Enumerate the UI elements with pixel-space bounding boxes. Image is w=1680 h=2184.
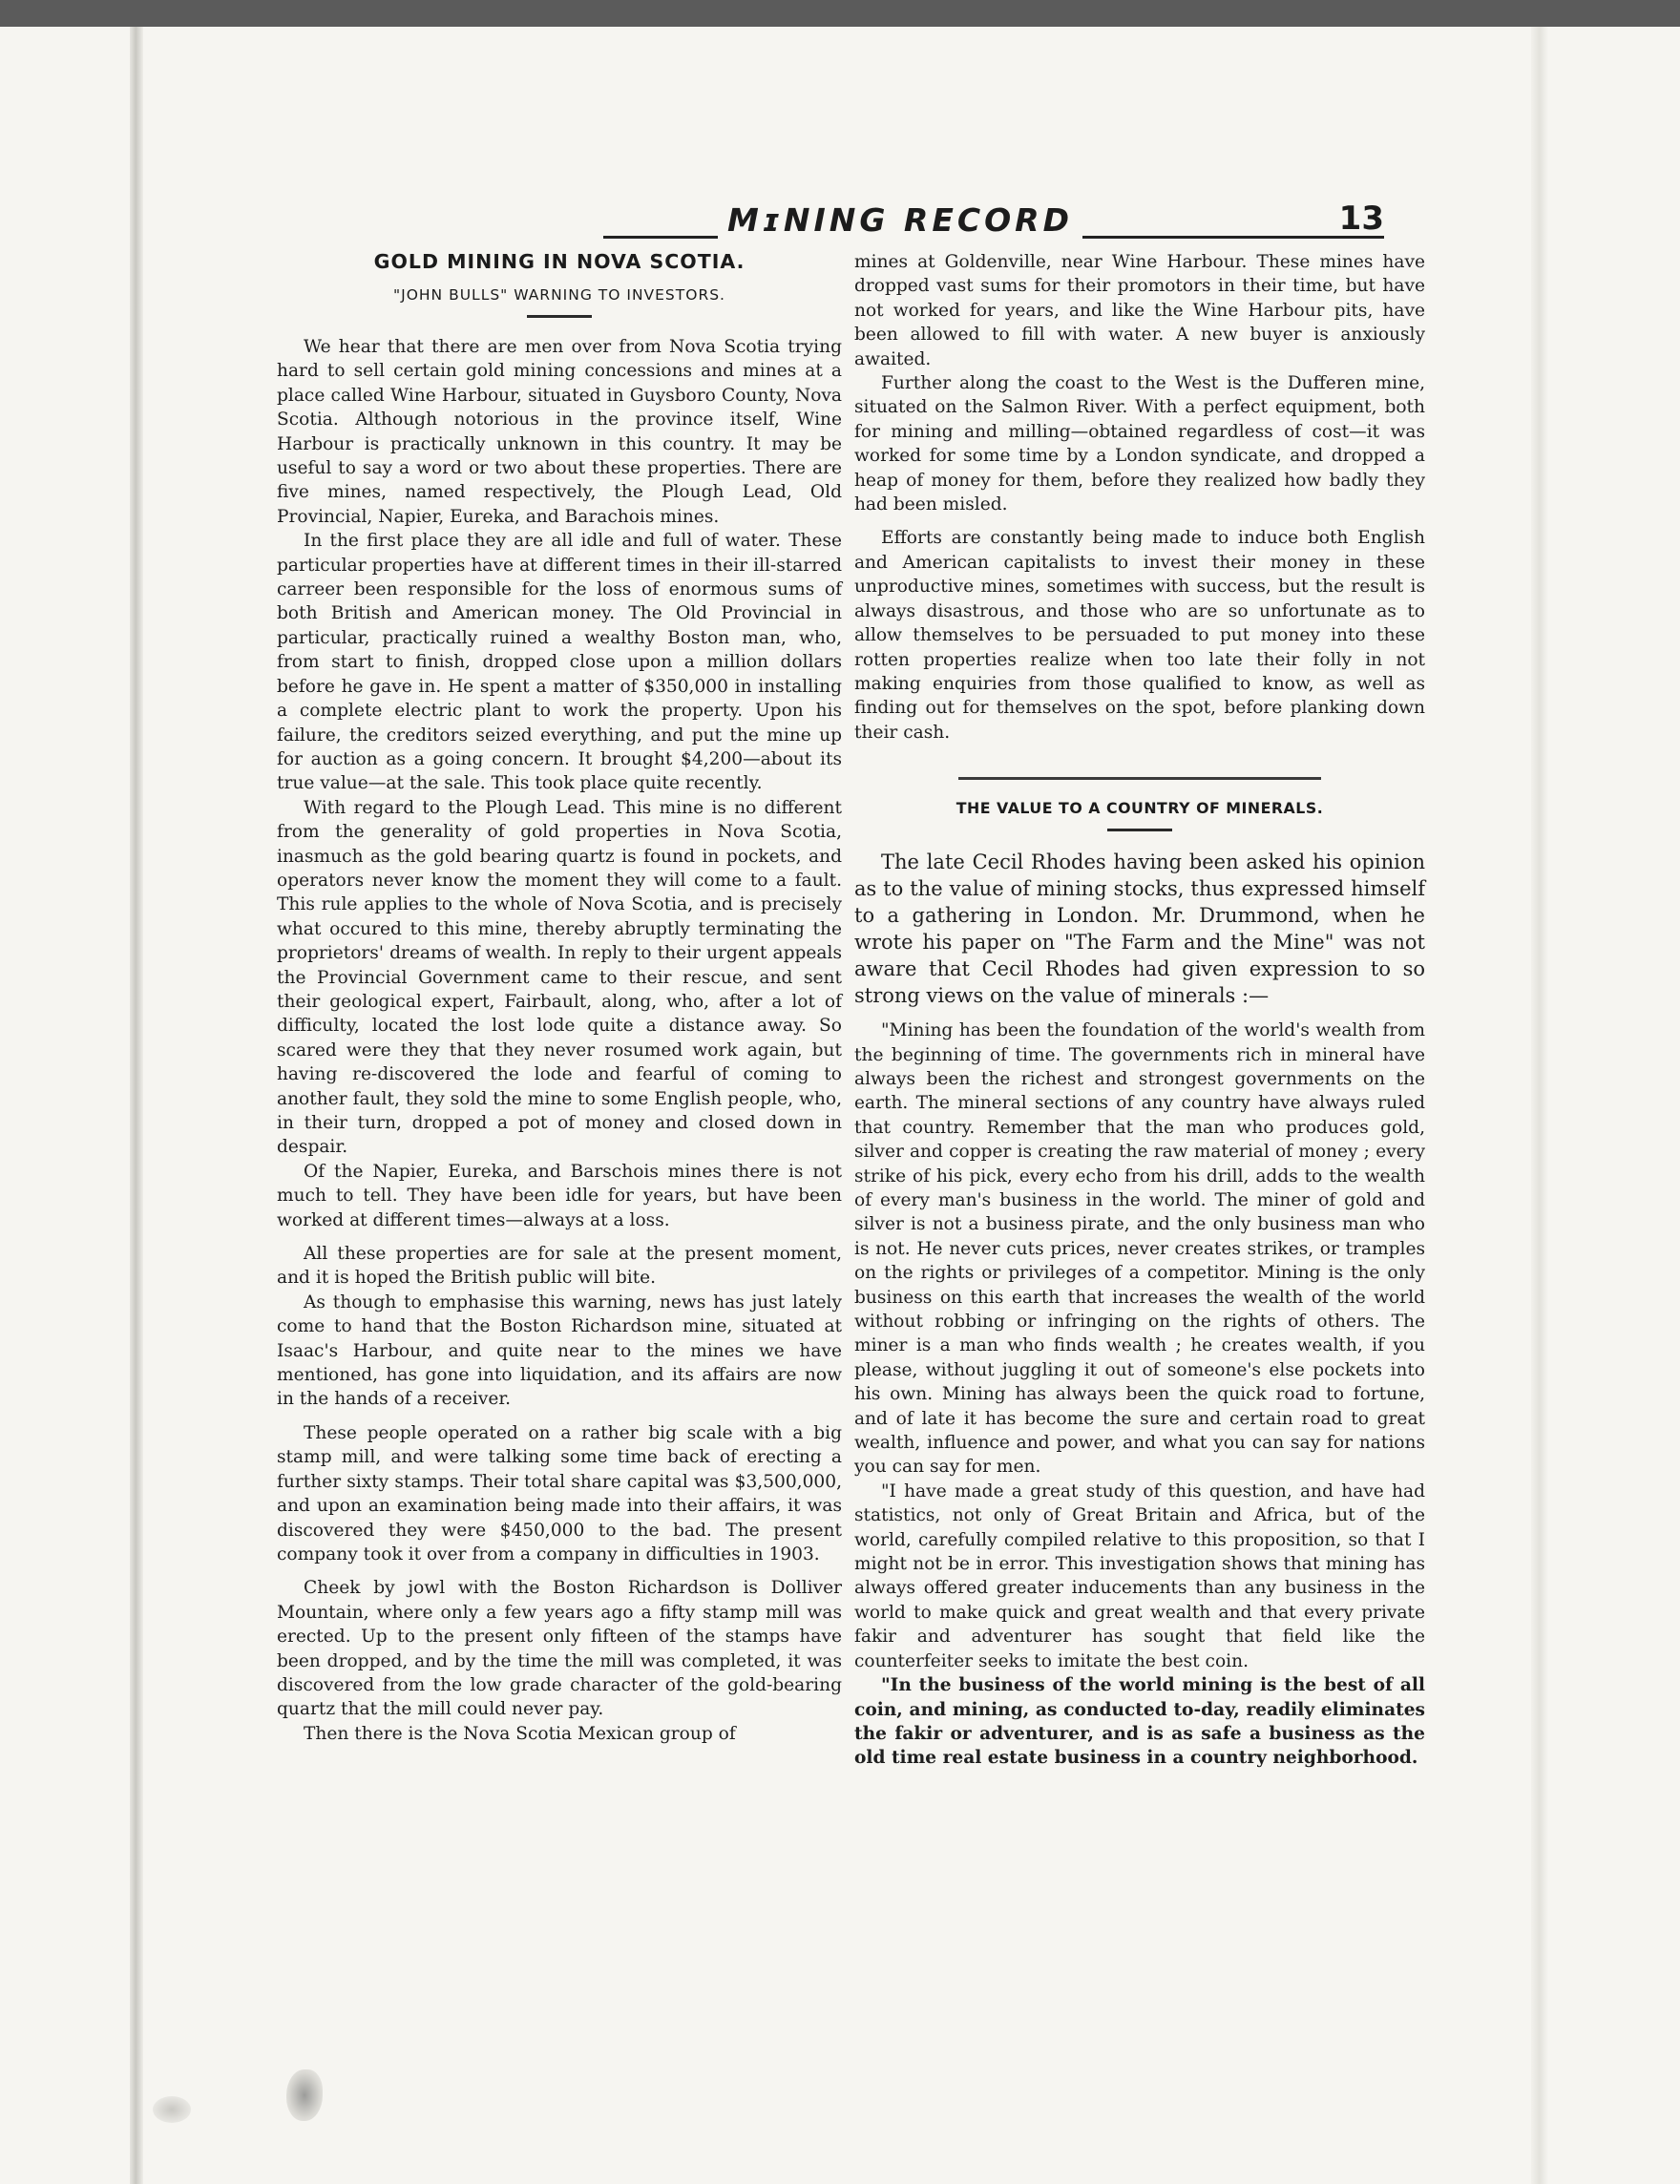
- article-paragraph: Cheek by jowl with the Boston Richardson is Dolliver Mountain, where only a few years ago a fifty stamp mill was erected. Up to the present only fifteen of the stamps have been dropped, and by the time the mill was completed, it was discovered from the low grade character of the gold-bearing quartz that the mill could never pay.: [277, 1578, 842, 1720]
- title-rule: [527, 315, 592, 318]
- article-paragraph: As though to emphasise this warning, news has just lately come to hand that the Boston Richardson mine, situated at Isaac's Harbour, and quite near to the mines we have mentioned, has gone into liquidation, and its affairs are now in the hands of a receiver.: [277, 1292, 842, 1410]
- article-paragraph: These people operated on a rather big scale with a big stamp mill, and were talking some time back of erecting a further sixty stamps. Their total share capital was $3,500,000, and upon an examination being made into their affairs, it was discovered they were $450,000 to the bad. The present company took it over from a company in difficulties in 1903.: [277, 1422, 842, 1564]
- article-paragraph: Of the Napier, Eureka, and Barschois mines there is not much to tell. They have been idle for years, but have been worked at different times—always at a loss.: [277, 1161, 842, 1230]
- article-paragraph: Then there is the Nova Scotia Mexican group of: [304, 1723, 736, 1744]
- article-paragraph: All these properties are for sale at the present moment, and it is hoped the British public will bite.: [277, 1244, 842, 1289]
- right-column: [854, 250, 1425, 1771]
- continuation-paragraph: Efforts are constantly being made to induce both English and American capitalists to invest their money in these unproductive mines, sometimes with success, but the result is always disastrous, and those who are so unfortunate as to allow themselves to be persuaded to put money into these rotten properties realize when too late their folly in not making enquiries from those qualified to know, as well as finding out for themselves on the spot, before planking down their cash.: [854, 528, 1425, 743]
- ink-smudge: [153, 2096, 191, 2123]
- article-title: GOLD MINING IN NOVA SCOTIA.: [373, 250, 746, 273]
- article-title: THE VALUE TO A COUNTRY OF MINERALS.: [956, 799, 1324, 818]
- article-paragraph: With regard to the Plough Lead. This mine is no different from the generality of gold properties in Nova Scotia, inasmuch as the gold bearing quartz is found in pockets, and operators never know the moment they will come to a fault. This rule applies to the whole of Nova Scotia, and is precisely what occured to this mine, thereby abruptly terminating the proprietors' dreams of wealth. In reply to their urgent appeals the Provincial Government came to their rescue, and sent their geological expert, Fairbault, along, who, after a lot of difficulty, located the lost lode quite a distance away. So scared were they that they never rosumed work again, but having re-discovered the lode and fearful of coming to another fault, they sold the mine to some English people, who, in their turn, dropped a pot of money and closed down in despair.: [277, 797, 842, 1158]
- article-intro: The late Cecil Rhodes having been asked his opinion as to the value of mining stocks, thus expressed himself to a gathering in London. Mr. Drummond, when he wrote his paper on "The Farm and the Mine" was not aware that Cecil Rhodes had given expression to so strong views on the value of minerals :—: [854, 850, 1425, 1008]
- continuation-paragraph: Further along the coast to the West is the Dufferen mine, situated on the Salmon River. With a perfect equipment, both for mining and milling—obtained regardless of cost—it was worked for some time by a London syndicate, and dropped a heap of money for them, before they realized how badly they had been misled.: [854, 373, 1425, 515]
- section-divider: [958, 777, 1321, 780]
- article-subtitle: "JOHN BULLS" WARNING TO INVESTORS.: [393, 286, 725, 304]
- quote-paragraph: "In the business of the world mining is the best of all coin, and mining, as conducted to-day, readily eliminates the fakir or adventurer, and is as safe a business as the old time real estate business in a country neighborhood.: [854, 1675, 1425, 1769]
- page-header: [603, 194, 1384, 251]
- title-rule: [1107, 829, 1172, 831]
- ink-smudge: [286, 2069, 323, 2121]
- page-number: 13: [1338, 200, 1384, 238]
- article-paragraph: In the first place they are all idle and full of water. These particular properties have at different times in their ill-starred carreer been responsible for the loss of enormous sums of both British and American money. The Old Provincial in particular, practically ruined a wealthy Boston man, who, from start to finish, dropped close upon a million dollars before he gave in. He spent a matter of $350,000 in installing a complete electric plant to work the property. Upon his failure, the creditors seized everything, and put the mine up for auction as a going concern. It brought $4,200—about its true value—at the sale. This took place quite recently.: [277, 531, 842, 794]
- quote-paragraph: "I have made a great study of this question, and have had statistics, not only of Great Britain and Africa, but of the world, carefully compiled relative to this proposition, so that I might not be in error. This investigation shows that mining has always offered greater inducements than any business in the world to make quick and great wealth and that every private fakir and adventurer has sought that field like the counterfeiter seeks to imitate the best coin.: [854, 1480, 1425, 1671]
- page-fold-shadow: [130, 27, 143, 2184]
- left-column: [277, 250, 842, 1746]
- masthead: MɪNING RECORD: [718, 201, 1082, 239]
- page-crease: [1531, 27, 1548, 2184]
- article-paragraph: We hear that there are men over from Nova Scotia trying hard to sell certain gold mining concessions and mines at a place called Wine Harbour, situated in Guysboro County, Nova Scotia. Although notorious in the province itself, Wine Harbour is practically unknown in this country. It may be useful to say a word or two about these properties. There are five mines, named respectively, the Plough Lead, Old Provincial, Napier, Eureka, and Barachois mines.: [277, 337, 842, 527]
- continuation-paragraph: mines at Goldenville, near Wine Harbour. These mines have dropped vast sums for their promotors in their time, but have not worked for years, and like the Wine Harbour pits, have been allowed to fill with water. A new buyer is anxiously awaited.: [854, 252, 1425, 369]
- quote-paragraph: "Mining has been the foundation of the world's wealth from the beginning of time. The governments rich in mineral have always been the richest and strongest governments on the earth. The mineral sections of any country have always ruled that country. Remember that the man who produces gold, silver and copper is creating the raw material of money ; every strike of his pick, every echo from his drill, adds to the wealth of every man's business in the world. The miner of gold and silver is not a business pirate, and the only business man who is not. He never cuts prices, never creates strikes, or tramples on the rights or privileges of a competitor. Mining is the only business on this earth that increases the wealth of the world without robbing or infringing on the rights of others. The miner is a man who finds wealth ; he creates wealth, if you please, without juggling it out of someone's else pockets into his own. Mining has always been the quick road to fortune, and of late it has become the sure and certain road to great wealth, influence and power, and what you can say for nations you can say for men.: [854, 1020, 1425, 1478]
